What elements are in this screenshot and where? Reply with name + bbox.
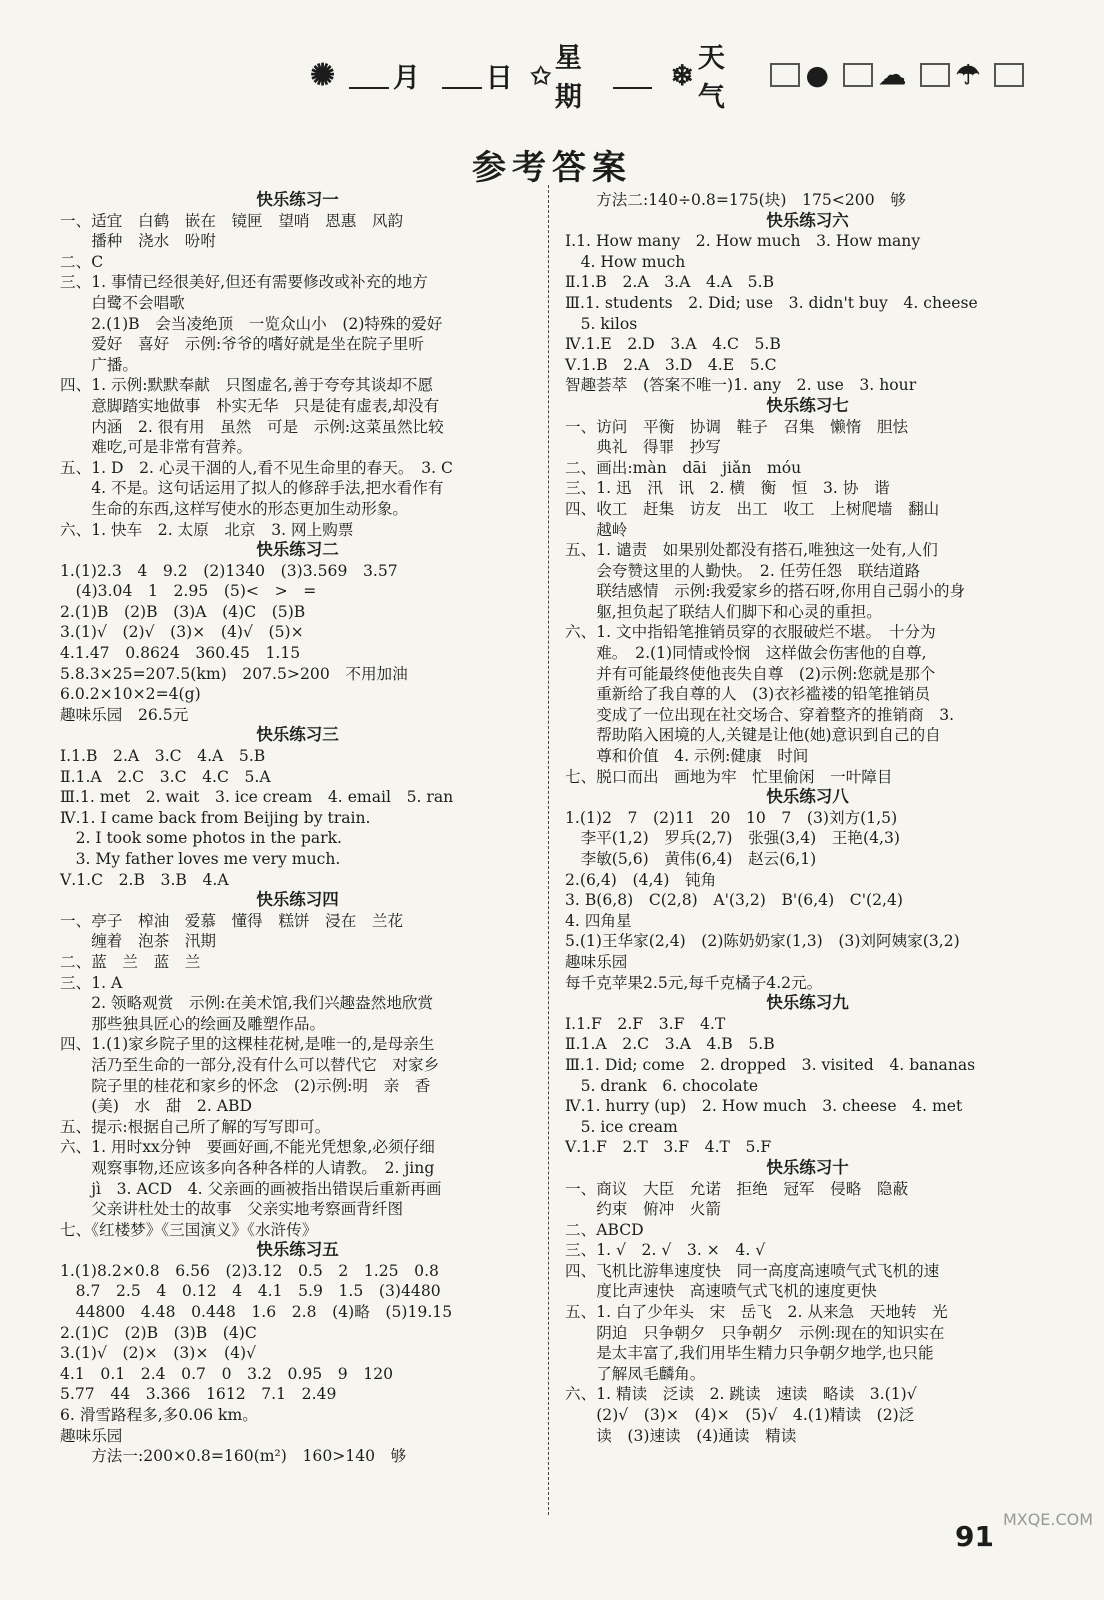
answer-line: (4)3.04 1 2.95 (5)< > =: [60, 582, 317, 601]
answer-line: 意脚踏实地做事 朴实无华 只是徒有虚表,却没有: [60, 396, 440, 415]
answer-line: 七、脱口而出 画地为牢 忙里偷闲 一叶障目: [565, 767, 893, 786]
answer-line: 8.7 2.5 4 0.12 4 4.1 5.9 1.5 (3)4480: [60, 1282, 441, 1301]
answer-line: Ⅳ.1. I came back from Beijing by train.: [60, 808, 371, 827]
answer-line: 那些独具匠心的绘画及雕塑作品。: [60, 1014, 326, 1033]
answer-line: 5.77 44 3.366 1612 7.1 2.49: [60, 1385, 337, 1404]
answer-line: 智趣荟萃 (答案不唯一)1. any 2. use 3. hour: [565, 376, 917, 395]
answer-line: 2.(1)B 会当凌绝顶 一览众山小 (2)特殊的爱好: [60, 314, 443, 333]
answer-line: 6.0.2×10×2=4(g): [60, 685, 201, 704]
day-blank: [442, 61, 482, 89]
answer-line: 二、画出:màn dāi jiǎn móu: [565, 458, 802, 477]
answer-line: Ⅲ.1. met 2. wait 3. ice cream 4. email 5. ran: [60, 788, 454, 807]
answer-line: 五、1. D 2. 心灵干涸的人,看不见生命里的春天。 3. C: [60, 458, 453, 477]
answer-line: Ⅳ.1.E 2.D 3.A 4.C 5.B: [565, 335, 781, 354]
answer-line: Ⅱ.1.A 2.C 3.C 4.C 5.A: [60, 767, 271, 786]
answer-line: 爱好 喜好 示例:爷爷的嗜好就是坐在院子里听: [60, 335, 424, 354]
answer-line: 四、1. 示例:默默奉献 只图虚名,善于夸夸其谈却不愿: [60, 376, 434, 395]
answer-line: 广播。: [60, 355, 138, 374]
firework-icon: ✺: [310, 57, 336, 93]
answer-line: 1.(1)2 7 (2)11 20 10 7 (3)刘方(1,5): [565, 808, 898, 827]
answer-line: 内涵 2. 很有用 虽然 可是 示例:这菜虽然比较: [60, 417, 444, 436]
answer-line: 4. 四角星: [565, 911, 632, 930]
answer-line: 联结感情 示例:我爱家乡的搭石呀,你用自己弱小的身: [565, 582, 966, 601]
snowflake-icon: ❄: [670, 58, 694, 92]
checkbox-rain: [920, 63, 950, 87]
page-title: 参考答案: [472, 148, 632, 188]
answer-line: 2.(1)C (2)B (3)B (4)C: [60, 1323, 257, 1342]
answer-line: 缠着 泡茶 汛期: [60, 932, 216, 951]
answer-line: (2)√ (3)× (4)× (5)√ 4.(1)精读 (2)泛: [565, 1406, 915, 1425]
answer-line: 五、提示:根据自己所了解的写写即可。: [60, 1117, 331, 1136]
answer-line: Ⅲ.1. Did; come 2. dropped 3. visited 4. bananas: [565, 1055, 976, 1074]
section-heading: 快乐练习七: [766, 395, 849, 415]
answer-line: Ⅴ.1.B 2.A 3.D 4.E 5.C: [565, 355, 777, 374]
answer-line: 六、1. 快车 2. 太原 北京 3. 网上购票: [60, 520, 354, 539]
answer-line: 二、蓝 兰 蓝 兰: [60, 952, 201, 971]
answer-line: 观察事物,还应该多向各种各样的人请教。 2. jing: [60, 1158, 435, 1177]
answer-line: 读 (3)速读 (4)通读 精读: [565, 1426, 797, 1445]
answer-line: 度比声速快 高速喷气式飞机的速度更快: [565, 1282, 877, 1301]
answer-line: Ⅰ.1.F 2.F 3.F 4.T: [565, 1014, 726, 1033]
section-heading: 快乐练习四: [256, 890, 339, 910]
answer-line: 2.(6,4) (4,4) 钝角: [565, 870, 717, 889]
answer-line: (美) 水 甜 2. ABD: [60, 1097, 252, 1116]
answer-line: 一、亭子 榨油 爱慕 懂得 糕饼 浸在 兰花: [60, 911, 404, 930]
answer-line: 阴迫 只争朝夕 只争朝夕 示例:现在的知识实在: [565, 1323, 945, 1342]
answer-line: 躯,担负起了联结人们脚下和心灵的重担。: [565, 602, 882, 621]
answer-line: 会夸赞这里的人勤快。 2. 任劳任怨 联结道路: [565, 561, 921, 580]
answer-line: 3. B(6,8) C(2,8) A'(3,2) B'(6,4) C'(2,4): [565, 891, 903, 910]
answer-line: 约束 俯冲 火箭: [565, 1200, 721, 1219]
checkbox-sunny: [770, 63, 800, 87]
answer-line: Ⅳ.1. hurry (up) 2. How much 3. cheese 4. met: [565, 1097, 963, 1116]
answer-line: 六、1. 文中指铅笔推销员穿的衣服破烂不堪。 十分为: [565, 623, 936, 642]
answer-line: 二、ABCD: [565, 1220, 644, 1239]
day-label: 日: [485, 62, 513, 94]
answer-line: 2. I took some photos in the park.: [60, 829, 343, 848]
weekday-blank: [613, 61, 653, 89]
answer-line: 一、商议 大臣 允诺 拒绝 冠军 侵略 隐蔽: [565, 1179, 909, 1198]
answer-line: 二、C: [60, 252, 104, 271]
section-heading: 快乐练习九: [766, 993, 849, 1013]
answer-line: 1.(1)8.2×0.8 6.56 (2)3.12 0.5 2 1.25 0.8: [60, 1261, 439, 1280]
answer-line: 父亲讲杜处士的故事 父亲实地考察画背纤图: [60, 1200, 404, 1219]
answer-line: 4.1 0.1 2.4 0.7 0 3.2 0.95 9 120: [60, 1364, 394, 1383]
answer-line: 趣味乐园: [60, 1426, 123, 1445]
section-heading: 快乐练习一: [256, 190, 339, 209]
answer-line: 1.(1)2.3 4 9.2 (2)1340 (3)3.569 3.57: [60, 561, 398, 580]
answer-line: Ⅱ.1.B 2.A 3.A 4.A 5.B: [565, 273, 775, 292]
answer-line: 一、访问 平衡 协调 鞋子 召集 懒惰 胆怯: [565, 417, 909, 436]
answer-line: 四、1.(1)家乡院子里的这棵桂花树,是唯一的,是母亲生: [60, 1035, 435, 1054]
answer-line: 越岭: [565, 520, 628, 539]
answer-line: 生命的东西,这样写使水的形态更加生动形象。: [60, 499, 409, 518]
answer-line: Ⅴ.1.F 2.T 3.F 4.T 5.F: [565, 1138, 772, 1157]
answer-line: 变成了一位出现在社交场合、穿着整齐的推销商 3.: [565, 705, 955, 724]
answer-line: 尊和价值 4. 示例:健康 时间: [565, 747, 809, 766]
answer-line: 3. My father loves me very much.: [60, 850, 341, 868]
answer-line: 三、1. 事情已经很美好,但还有需要修改或补充的地方: [60, 273, 428, 292]
answer-line: 趣味乐园: [565, 952, 628, 971]
answer-line: 方法一:200×0.8=160(m²) 160>140 够: [60, 1447, 407, 1466]
answer-line: 典礼 得罪 抄写: [565, 438, 721, 457]
answer-line: 5. ice cream: [565, 1117, 678, 1136]
answer-line: 2. 领略观赏 示例:在美术馆,我们兴趣盎然地欣赏: [60, 994, 434, 1013]
section-heading: 快乐练习二: [256, 540, 339, 560]
answer-line: 3.(1)√ (2)× (3)× (4)√: [60, 1344, 257, 1363]
answer-line: 五、1. 谴责 如果别处都没有搭石,唯独这一处有,人们: [565, 541, 938, 560]
answer-line: 一、适宜 白鹤 嵌在 镜匣 望哨 恩惠 风韵: [60, 211, 404, 230]
answer-line: 院子里的桂花和家乡的怀念 (2)示例:明 亲 香: [60, 1076, 431, 1095]
answer-line: 2.(1)B (2)B (3)A (4)C (5)B: [60, 602, 306, 621]
answer-line: 播种 浇水 吩咐: [60, 232, 216, 251]
answer-line: 白鹭不会唱歌: [60, 293, 185, 312]
answer-line: 并有可能最终使他丧失自尊 (2)示例:您就是那个: [565, 664, 936, 683]
section-heading: 快乐练习三: [256, 725, 339, 745]
answer-line: Ⅰ.1. How many 2. How much 3. How many: [565, 232, 921, 251]
watermark-text: MXQE.COM: [1002, 1510, 1094, 1529]
left-answer-column: [60, 190, 535, 1467]
weather-label: 天气: [697, 43, 725, 113]
answer-line: 三、1. A: [60, 973, 123, 992]
right-answer-column: [565, 190, 1050, 1446]
answer-line: 六、1. 用时xx分钟 要画好画,不能光凭想象,必须仔细: [60, 1138, 435, 1157]
answer-line: 方法二:140÷0.8=175(块) 175<200 够: [565, 191, 906, 209]
answer-line: 6. 滑雪路程多,多0.06 km。: [60, 1406, 258, 1425]
column-divider: [548, 185, 549, 1515]
cloud-icon: ☁: [878, 59, 906, 91]
answer-line: 活乃至生命的一部分,没有什么可以替代它 对家乡: [60, 1055, 440, 1074]
checkbox-snow: [994, 63, 1024, 87]
month-label: 月: [392, 62, 420, 94]
answer-line: 每千克苹果2.5元,每千克橘子4.2元。: [565, 973, 823, 992]
answer-line: 李敏(5,6) 黄伟(6,4) 赵云(6,1): [565, 850, 817, 868]
section-heading: 快乐练习八: [766, 787, 849, 807]
answer-line: 难吃,可是非常有营养。: [60, 438, 253, 457]
section-heading: 快乐练习十: [766, 1157, 849, 1177]
star-icon: ✩: [530, 60, 551, 90]
answer-line: Ⅲ.1. students 2. Did; use 3. didn't buy 4. cheese: [565, 293, 978, 312]
sun-icon: ●: [805, 59, 830, 91]
answer-line: 5. drank 6. chocolate: [565, 1076, 759, 1095]
answer-line: 5. kilos: [565, 314, 638, 333]
answer-line: Ⅰ.1.B 2.A 3.C 4.A 5.B: [60, 747, 266, 766]
answer-line: 5.8.3×25=207.5(km) 207.5>200 不用加油: [60, 664, 408, 683]
answer-line: 是太丰富了,我们用毕生精力只争朝夕地学,也只能: [565, 1344, 934, 1363]
answer-line: 四、飞机比游隼速度快 同一高度高速喷气式飞机的速: [565, 1261, 940, 1280]
answer-line: 4.1.47 0.8624 360.45 1.15: [60, 644, 301, 663]
answer-line: 趣味乐园 26.5元: [60, 705, 189, 724]
answer-line: 三、1. √ 2. √ 3. × 4. √: [565, 1241, 766, 1260]
checkbox-cloudy: [843, 63, 873, 87]
watermark-logo: [1000, 1500, 1096, 1596]
section-heading: 快乐练习六: [766, 210, 849, 230]
page-number: 91: [955, 1520, 994, 1553]
answer-line: 4. How much: [565, 252, 686, 271]
answer-line: 三、1. 迅 汛 讯 2. 横 衡 恒 3. 协 谐: [565, 479, 890, 498]
weekday-label: 星期: [554, 43, 582, 113]
rain-icon: ☂: [955, 59, 981, 91]
answer-line: 六、1. 精读 泛读 2. 跳读 速读 略读 3.(1)√: [565, 1385, 917, 1404]
answer-line: 李平(1,2) 罗兵(2,7) 张强(3,4) 王艳(4,3): [565, 829, 900, 848]
answer-line: 了解凤毛麟角。: [565, 1364, 706, 1383]
answer-line: 重新给了我自尊的人 (3)衣衫褴褛的铅笔推销员: [565, 685, 931, 704]
answer-line: Ⅱ.1.A 2.C 3.A 4.B 5.B: [565, 1035, 775, 1054]
answer-line: 五、1. 白了少年头 宋 岳飞 2. 从来急 天地转 光: [565, 1303, 948, 1322]
answer-line: 四、收工 赶集 访友 出工 收工 上树爬墙 翻山: [565, 499, 940, 518]
answer-line: 5.(1)王华家(2,4) (2)陈奶奶家(1,3) (3)刘阿姨家(3,2): [565, 932, 960, 951]
answer-line: 4. 不是。这句话运用了拟人的修辞手法,把水看作有: [60, 479, 444, 498]
month-blank: [349, 61, 389, 89]
answer-line: 帮助陷入困境的人,关键是让他(她)意识到自己的自: [565, 726, 941, 745]
answer-line: 44800 4.48 0.448 1.6 2.8 (4)略 (5)19.15: [60, 1303, 453, 1322]
answer-line: 七、《红楼梦》《三国演义》《水浒传》: [60, 1220, 318, 1239]
answer-line: 3.(1)√ (2)√ (3)× (4)√ (5)×: [60, 623, 304, 642]
date-header: [310, 43, 1030, 113]
answer-line: 难。 2.(1)同情或怜悯 这样做会伤害他的自尊,: [565, 644, 927, 663]
answer-line: jì 3. ACD 4. 父亲画的画被指出错误后重新再画: [60, 1179, 442, 1198]
section-heading: 快乐练习五: [256, 1240, 339, 1260]
answer-line: Ⅴ.1.C 2.B 3.B 4.A: [60, 870, 229, 889]
